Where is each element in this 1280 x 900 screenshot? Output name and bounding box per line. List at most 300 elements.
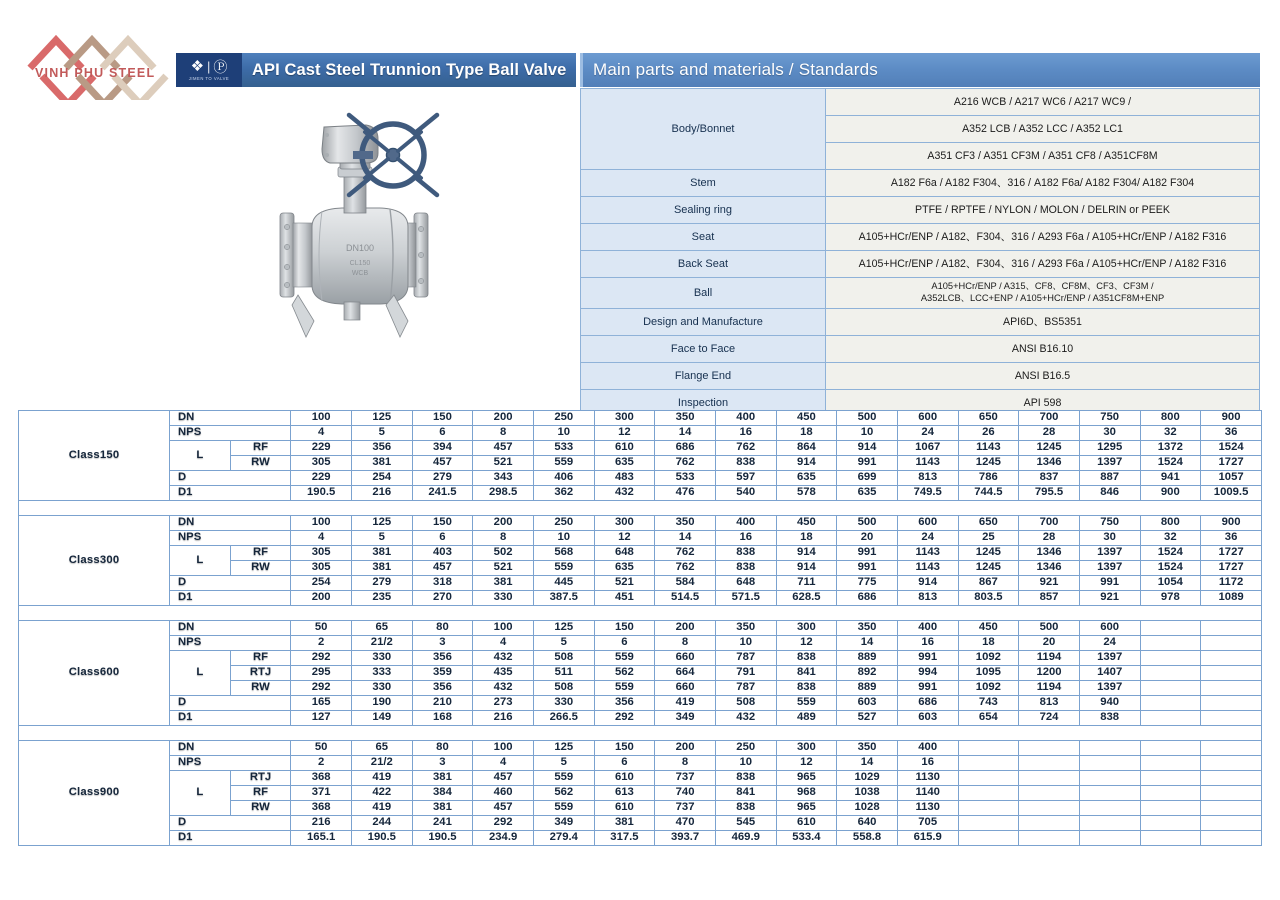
dimension-cell: [1201, 801, 1262, 816]
dimension-cell: 838: [715, 801, 776, 816]
dimension-cell: 914: [837, 441, 898, 456]
dimension-cell: 838: [715, 546, 776, 561]
dimension-cell: 4: [291, 531, 352, 546]
dn-header-cell: 900: [1201, 516, 1262, 531]
dn-header-cell: 300: [776, 621, 837, 636]
dimension-cell: 451: [594, 591, 655, 606]
dimension-cell: 419: [351, 801, 412, 816]
dimension-cell: 229: [291, 471, 352, 486]
dimension-cell: [1201, 636, 1262, 651]
material-value: A105+HCr/ENP / A182、F304、316 / A293 F6a / A105+HCr/ENP / A182 F316: [826, 251, 1260, 278]
dimension-cell: 991: [837, 456, 898, 471]
pressure-class-label: Class900: [19, 741, 170, 846]
dimension-cell: 762: [655, 546, 716, 561]
dimension-cell: 914: [776, 546, 837, 561]
dimension-cell: 578: [776, 486, 837, 501]
dimension-cell: 940: [1079, 696, 1140, 711]
dimension-cell: 20: [1019, 636, 1080, 651]
dimension-cell: 640: [837, 816, 898, 831]
dimension-cell: 914: [776, 456, 837, 471]
dimension-cell: 457: [473, 441, 534, 456]
dimension-cell: 1397: [1079, 546, 1140, 561]
dimension-cell: 786: [958, 471, 1019, 486]
dimension-cell: 1143: [897, 561, 958, 576]
svg-text:CL150: CL150: [349, 260, 371, 267]
dimension-cell: 356: [412, 681, 473, 696]
dimension-cell: 5: [351, 426, 412, 441]
dimension-cell: 6: [594, 756, 655, 771]
dn-header-cell: 100: [291, 411, 352, 426]
dimension-cell: 892: [837, 666, 898, 681]
dimension-cell: 6: [412, 426, 473, 441]
dimension-cell: 432: [715, 711, 776, 726]
dimension-cell: 445: [533, 576, 594, 591]
dimension-cell: 270: [412, 591, 473, 606]
dimension-cell: 610: [594, 801, 655, 816]
dimension-row-label: DN: [170, 741, 291, 756]
dimension-cell: 648: [715, 576, 776, 591]
dn-header-cell: 150: [594, 621, 655, 636]
material-part-label: Sealing ring: [581, 197, 826, 224]
dimension-cell: 508: [715, 696, 776, 711]
dimension-cell: 279: [351, 576, 412, 591]
material-value: A352 LCB / A352 LCC / A352 LC1: [826, 116, 1260, 143]
dimension-cell: [958, 801, 1019, 816]
dimension-cell: 1524: [1140, 561, 1201, 576]
dimension-cell: 545: [715, 816, 776, 831]
dimension-cell: 349: [655, 711, 716, 726]
dimension-cell: 508: [533, 681, 594, 696]
material-part-label: Flange End: [581, 363, 826, 390]
dimension-cell: 837: [1019, 471, 1080, 486]
dimension-cell: [1140, 816, 1201, 831]
materials-row: [581, 363, 1260, 390]
dn-header-cell: 80: [412, 741, 473, 756]
dn-header-cell: 150: [412, 516, 473, 531]
dimension-cell: 457: [412, 561, 473, 576]
dimension-cell: 1200: [1019, 666, 1080, 681]
dimension-row-label: D: [170, 696, 291, 711]
material-value: ANSI B16.5: [826, 363, 1260, 390]
dimension-cell: 1143: [958, 441, 1019, 456]
dn-header-cell: 125: [351, 411, 412, 426]
material-value: A105+HCr/ENP / A182、F304、316 / A293 F6a / A105+HCr/ENP / A182 F316: [826, 224, 1260, 251]
dimensions-row: [19, 711, 1262, 726]
dimension-cell: 660: [655, 651, 716, 666]
dimension-cell: 3: [412, 636, 473, 651]
dimension-cell: [1079, 756, 1140, 771]
dimension-cell: 359: [412, 666, 473, 681]
class-block-spacer: [19, 606, 1262, 621]
dimension-row-sublabel: RF: [230, 651, 291, 666]
dimension-cell: 356: [412, 651, 473, 666]
materials-row: [581, 336, 1260, 363]
dimension-cell: 190: [351, 696, 412, 711]
dimension-cell: 18: [776, 531, 837, 546]
dimension-cell: 216: [473, 711, 534, 726]
dn-header-cell: 400: [715, 411, 776, 426]
dimension-cell: 584: [655, 576, 716, 591]
dn-header-cell: [958, 741, 1019, 756]
class-block-spacer: [19, 726, 1262, 741]
dimension-cell: 889: [837, 681, 898, 696]
badge-subtitle: JIMEN TO VALVE: [188, 76, 230, 81]
dimension-cell: 6: [594, 636, 655, 651]
dimension-cell: 149: [351, 711, 412, 726]
dn-header-cell: 650: [958, 516, 1019, 531]
dimension-cell: 368: [291, 801, 352, 816]
dimension-cell: 762: [655, 456, 716, 471]
dimension-cell: [1079, 816, 1140, 831]
dimension-cell: 664: [655, 666, 716, 681]
dimension-cell: 900: [1140, 486, 1201, 501]
api-certification-badge: [176, 53, 242, 87]
dimension-cell: 648: [594, 546, 655, 561]
dimension-row-label: D: [170, 471, 291, 486]
dimension-cell: 5: [533, 756, 594, 771]
dimension-cell: 469.9: [715, 831, 776, 846]
dimension-cell: [1140, 681, 1201, 696]
dimension-cell: 432: [473, 681, 534, 696]
dimension-cell: 1194: [1019, 681, 1080, 696]
dimension-cell: 521: [473, 456, 534, 471]
materials-row: [581, 170, 1260, 197]
dimension-row-label: DN: [170, 411, 291, 426]
dimension-cell: [1201, 756, 1262, 771]
material-part-label: Inspection: [581, 390, 826, 417]
dimension-cell: 705: [897, 816, 958, 831]
dn-header-cell: 700: [1019, 411, 1080, 426]
dn-header-cell: 350: [655, 516, 716, 531]
dimension-cell: 610: [594, 441, 655, 456]
dimension-cell: 6: [412, 531, 473, 546]
dimension-cell: [1140, 696, 1201, 711]
dimension-cell: 654: [958, 711, 1019, 726]
dn-header-cell: 80: [412, 621, 473, 636]
dimension-cell: 514.5: [655, 591, 716, 606]
dimension-cell: 635: [837, 486, 898, 501]
dn-header-cell: 350: [655, 411, 716, 426]
dimension-cell: 4: [473, 756, 534, 771]
dimension-row-sublabel: RW: [230, 456, 291, 471]
dimension-cell: [1201, 666, 1262, 681]
dimension-cell: 787: [715, 681, 776, 696]
dimension-cell: 387.5: [533, 591, 594, 606]
dn-header-cell: 200: [655, 741, 716, 756]
dimension-cell: 628.5: [776, 591, 837, 606]
dimension-cell: 841: [776, 666, 837, 681]
dimensions-row: [19, 486, 1262, 501]
dimension-cell: 422: [351, 786, 412, 801]
dn-header-cell: 400: [715, 516, 776, 531]
dimension-cell: 559: [776, 696, 837, 711]
dimension-row-group-label: L: [170, 441, 231, 471]
dimension-cell: [1201, 696, 1262, 711]
chevron-diamond-logo-icon: [22, 28, 172, 100]
dimension-cell: 330: [473, 591, 534, 606]
material-part-label: Back Seat: [581, 251, 826, 278]
dimension-cell: 1140: [897, 786, 958, 801]
dimension-cell: 28: [1019, 531, 1080, 546]
dimension-cell: 1397: [1079, 651, 1140, 666]
dimension-cell: 743: [958, 696, 1019, 711]
dimension-cell: 1130: [897, 801, 958, 816]
dimensions-row: [19, 741, 1262, 756]
dimension-cell: 791: [715, 666, 776, 681]
dimension-cell: 241.5: [412, 486, 473, 501]
materials-row: [581, 197, 1260, 224]
dimension-cell: 305: [291, 561, 352, 576]
company-logo: [22, 28, 172, 100]
dimension-cell: 1524: [1201, 441, 1262, 456]
dimension-cell: 14: [655, 531, 716, 546]
dimension-cell: 28: [1019, 426, 1080, 441]
dimension-cell: 216: [351, 486, 412, 501]
dimension-cell: 406: [533, 471, 594, 486]
materials-table-body: [581, 89, 1260, 417]
dimension-cell: 1029: [837, 771, 898, 786]
dimension-cell: 724: [1019, 711, 1080, 726]
dimension-cell: 1089: [1201, 591, 1262, 606]
dimension-cell: 502: [473, 546, 534, 561]
dimension-cell: 603: [897, 711, 958, 726]
dimension-cell: [1140, 651, 1201, 666]
dimension-cell: 1372: [1140, 441, 1201, 456]
dn-header-cell: 125: [533, 621, 594, 636]
dimension-cell: [1079, 771, 1140, 786]
dimension-cell: 1524: [1140, 546, 1201, 561]
dimension-cell: [1201, 651, 1262, 666]
dimension-cell: 838: [715, 456, 776, 471]
dn-header-cell: 500: [837, 516, 898, 531]
dimensions-row: [19, 651, 1262, 666]
dimension-cell: 273: [473, 696, 534, 711]
dimension-cell: 2: [291, 756, 352, 771]
svg-text:VINH PHU STEEL: VINH PHU STEEL: [35, 66, 156, 80]
dimension-cell: 921: [1079, 591, 1140, 606]
dimension-row-label: D1: [170, 486, 291, 501]
dimension-cell: 775: [837, 576, 898, 591]
dn-header-cell: 450: [776, 516, 837, 531]
dn-header-cell: 150: [594, 741, 655, 756]
dimension-row-sublabel: RW: [230, 801, 291, 816]
dn-header-cell: 100: [291, 516, 352, 531]
dimension-cell: 190.5: [291, 486, 352, 501]
dimension-cell: 12: [776, 636, 837, 651]
svg-text:WCB: WCB: [351, 270, 369, 277]
materials-row: [581, 309, 1260, 336]
dimension-cell: 4: [473, 636, 534, 651]
dimension-cell: 737: [655, 801, 716, 816]
dimension-cell: 333: [351, 666, 412, 681]
dimension-cell: [1019, 756, 1080, 771]
dimension-row-sublabel: RW: [230, 681, 291, 696]
dimension-row-group-label: L: [170, 771, 231, 816]
dimension-cell: 787: [715, 651, 776, 666]
dimension-cell: 393.7: [655, 831, 716, 846]
material-part-label: Design and Manufacture: [581, 309, 826, 336]
dimension-cell: 686: [897, 696, 958, 711]
dimension-cell: 200: [291, 591, 352, 606]
dimension-cell: 30: [1079, 426, 1140, 441]
dn-header-cell: 65: [351, 741, 412, 756]
dimension-cell: 457: [473, 801, 534, 816]
materials-row: [581, 278, 1260, 309]
pressure-class-label: Class300: [19, 516, 170, 606]
dimension-cell: 419: [655, 696, 716, 711]
dimension-cell: 356: [351, 441, 412, 456]
dn-header-cell: 150: [412, 411, 473, 426]
dimension-cell: 244: [351, 816, 412, 831]
dimension-cell: 978: [1140, 591, 1201, 606]
dimension-cell: 381: [594, 816, 655, 831]
dimension-cell: 1092: [958, 681, 1019, 696]
dimension-cell: 613: [594, 786, 655, 801]
dimension-cell: 457: [473, 771, 534, 786]
dimension-cell: 1397: [1079, 561, 1140, 576]
dimension-cell: 292: [473, 816, 534, 831]
dn-header-cell: 100: [473, 621, 534, 636]
dimension-cell: 216: [291, 816, 352, 831]
dimension-cell: 838: [715, 561, 776, 576]
dimension-cell: [1201, 816, 1262, 831]
dn-header-cell: 250: [533, 411, 594, 426]
dimension-cell: 749.5: [897, 486, 958, 501]
dimension-cell: 991: [897, 651, 958, 666]
material-value: A105+HCr/ENP / A315、CF8、CF8M、CF3、CF3M / A352LCB、LCC+ENP / A105+HCr/ENP / A351CF8M+ENP: [826, 278, 1260, 309]
dimension-cell: 965: [776, 771, 837, 786]
svg-text:DN100: DN100: [345, 243, 375, 253]
material-part-label: Seat: [581, 224, 826, 251]
dimension-cell: 635: [594, 561, 655, 576]
dimension-cell: 476: [655, 486, 716, 501]
dimension-cell: 371: [291, 786, 352, 801]
material-value: A216 WCB / A217 WC6 / A217 WC9 /: [826, 89, 1260, 116]
dimension-cell: 292: [291, 681, 352, 696]
dimension-cell: [958, 756, 1019, 771]
dimension-cell: 483: [594, 471, 655, 486]
dimension-cell: 559: [533, 771, 594, 786]
dimension-row-group-label: L: [170, 546, 231, 576]
dn-header-cell: 100: [473, 741, 534, 756]
dimension-cell: 3: [412, 756, 473, 771]
dn-header-cell: 125: [351, 516, 412, 531]
dimension-cell: 1092: [958, 651, 1019, 666]
materials-row: [581, 89, 1260, 116]
dn-header-cell: 700: [1019, 516, 1080, 531]
dimension-cell: 381: [412, 771, 473, 786]
dimension-cell: 16: [897, 636, 958, 651]
dimension-cell: 838: [776, 681, 837, 696]
dimension-cell: 568: [533, 546, 594, 561]
dimensions-row: [19, 696, 1262, 711]
dimension-cell: 813: [1019, 696, 1080, 711]
dimension-cell: [1140, 636, 1201, 651]
dn-header-cell: 650: [958, 411, 1019, 426]
dimension-cell: 1130: [897, 771, 958, 786]
dn-header-cell: 900: [1201, 411, 1262, 426]
dimension-cell: 521: [473, 561, 534, 576]
dimensions-table-wrapper: [18, 410, 1262, 846]
dimension-cell: 559: [594, 681, 655, 696]
dimension-cell: 994: [897, 666, 958, 681]
dimension-cell: 4: [291, 426, 352, 441]
dimension-cell: 432: [473, 651, 534, 666]
dimension-cell: 1346: [1019, 561, 1080, 576]
dimension-cell: 1727: [1201, 546, 1262, 561]
dimension-cell: 362: [533, 486, 594, 501]
dn-header-cell: 125: [533, 741, 594, 756]
dimension-cell: 381: [351, 546, 412, 561]
dimension-cell: 1009.5: [1201, 486, 1262, 501]
dimension-cell: 20: [837, 531, 898, 546]
dimensions-row: [19, 516, 1262, 531]
dimension-cell: 16: [715, 531, 776, 546]
dimension-cell: 1172: [1201, 576, 1262, 591]
dimension-cell: 1143: [897, 546, 958, 561]
dimension-cell: 254: [351, 471, 412, 486]
dimension-cell: 610: [776, 816, 837, 831]
dimensions-row: [19, 576, 1262, 591]
dimension-cell: 558.8: [837, 831, 898, 846]
dimension-row-label: D: [170, 816, 291, 831]
dimension-cell: 279: [412, 471, 473, 486]
dimension-cell: 305: [291, 546, 352, 561]
dimensions-row: [19, 756, 1262, 771]
dimension-cell: 381: [473, 576, 534, 591]
dimension-cell: 1407: [1079, 666, 1140, 681]
dn-header-cell: [1019, 741, 1080, 756]
dimension-cell: [1201, 831, 1262, 846]
dimension-cell: 1143: [897, 456, 958, 471]
dn-header-cell: 450: [958, 621, 1019, 636]
dn-header-cell: [1140, 621, 1201, 636]
dimension-cell: 699: [837, 471, 898, 486]
dimension-row-label: NPS: [170, 426, 291, 441]
dimension-cell: 533: [533, 441, 594, 456]
dn-header-cell: 50: [291, 621, 352, 636]
dimension-cell: 803.5: [958, 591, 1019, 606]
dimension-row-label: DN: [170, 621, 291, 636]
dimension-cell: [1140, 771, 1201, 786]
dimension-cell: [1201, 771, 1262, 786]
dimension-cell: 1727: [1201, 456, 1262, 471]
dimension-cell: 603: [837, 696, 898, 711]
dimension-cell: 317.5: [594, 831, 655, 846]
materials-row: [581, 224, 1260, 251]
dimension-cell: 419: [351, 771, 412, 786]
dimension-cell: [1140, 756, 1201, 771]
dimension-row-label: NPS: [170, 531, 291, 546]
dimension-cell: 1397: [1079, 681, 1140, 696]
dimension-cell: 16: [897, 756, 958, 771]
dimension-cell: 460: [473, 786, 534, 801]
dimension-cell: [1201, 711, 1262, 726]
dimension-cell: 744.5: [958, 486, 1019, 501]
dimensions-row: [19, 546, 1262, 561]
dimension-cell: 740: [655, 786, 716, 801]
dimension-cell: [1079, 786, 1140, 801]
dimension-cell: 559: [533, 456, 594, 471]
dimension-cell: 26: [958, 426, 1019, 441]
dimension-cell: 968: [776, 786, 837, 801]
materials-section-header: [580, 53, 1260, 87]
dimension-row-sublabel: RW: [230, 561, 291, 576]
dimension-cell: 457: [412, 456, 473, 471]
maltese-cross-icon: ❖: [190, 58, 205, 75]
dimensions-row: [19, 621, 1262, 636]
dimension-cell: 435: [473, 666, 534, 681]
